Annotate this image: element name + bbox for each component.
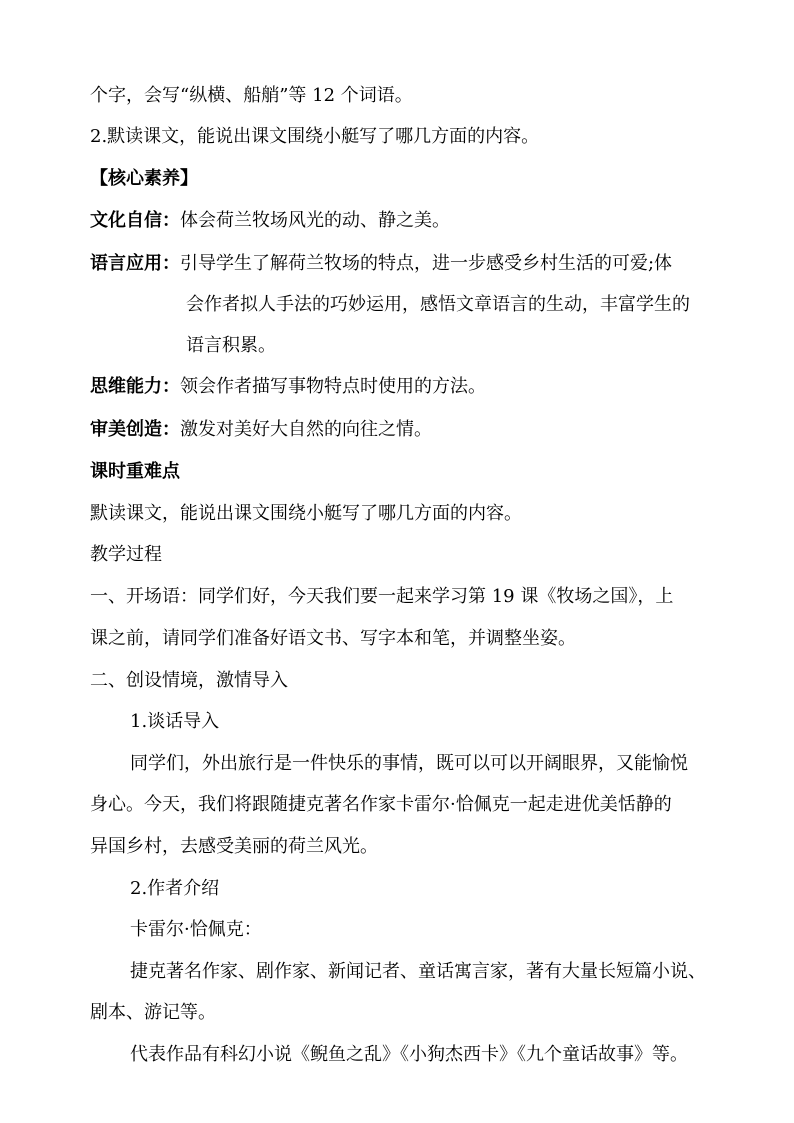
key-points-heading: 课时重难点 (90, 461, 180, 482)
thinking-label: 思维能力： (90, 376, 180, 397)
thinking-item (90, 375, 486, 399)
author-name: 卡雷尔·恰佩克： (130, 919, 262, 940)
language-text-2: 会作者拟人手法的巧妙运用，感悟文章语言的生动，丰富学生的 (186, 294, 690, 315)
thinking-text: 领会作者描写事物特点时使用的方法。 (180, 376, 486, 397)
works-line: 代表作品有科幻小说《鲵鱼之乱》《小狗杰西卡》《九个童话故事》等。 (130, 1044, 688, 1065)
culture-label: 文化自信： (90, 210, 180, 231)
intro-line-b: 身心。今天，我们将跟随捷克著名作家卡雷尔·恰佩克一起走进优美恬静的 (90, 794, 672, 815)
aesthetic-label: 审美创造： (90, 419, 180, 440)
sub-step-2: 2.作者介绍 (130, 878, 220, 899)
aesthetic-text: 激发对美好大自然的向往之情。 (180, 419, 432, 440)
language-item (90, 252, 672, 276)
language-text-3: 语言积累。 (186, 335, 276, 356)
step-1-line-b: 课之前，请同学们准备好语文书、写字本和笔，并调整坐姿。 (90, 628, 576, 649)
language-text-1: 引导学生了解荷兰牧场的特点，进一步感受乡村生活的可爱;体 (180, 253, 673, 274)
aesthetic-item (90, 418, 432, 442)
goal-2: 2.默读课文，能说出课文围绕小艇写了哪几方面的内容。 (90, 126, 540, 147)
goal-1-continuation: 个字，会写“纵横、船艄”等 12 个词语。 (90, 85, 413, 106)
step-2-heading: 二、创设情境，激情导入 (90, 670, 288, 691)
process-heading: 教学过程 (90, 544, 162, 565)
core-literacy-heading: 【核心素养】 (90, 168, 198, 189)
author-desc-b: 剧本、游记等。 (90, 1002, 216, 1023)
language-label: 语言应用： (90, 253, 180, 274)
step-1-line-a: 一、开场语：同学们好，今天我们要一起来学习第 19 课《牧场之国》，上 (90, 586, 674, 607)
intro-line-a: 同学们，外出旅行是一件快乐的事情，既可以可以开阔眼界，又能愉悦 (130, 753, 688, 774)
culture-text: 体会荷兰牧场风光的动、静之美。 (180, 210, 450, 231)
key-points-text: 默读课文，能说出课文围绕小艇写了哪几方面的内容。 (90, 503, 522, 524)
sub-step-1: 1.谈话导入 (130, 711, 220, 732)
author-desc-a: 捷克著名作家、剧作家、新闻记者、童话寓言家，著有大量长短篇小说、 (130, 961, 706, 982)
intro-line-c: 异国乡村，去感受美丽的荷兰风光。 (90, 836, 378, 857)
culture-item (90, 209, 450, 233)
